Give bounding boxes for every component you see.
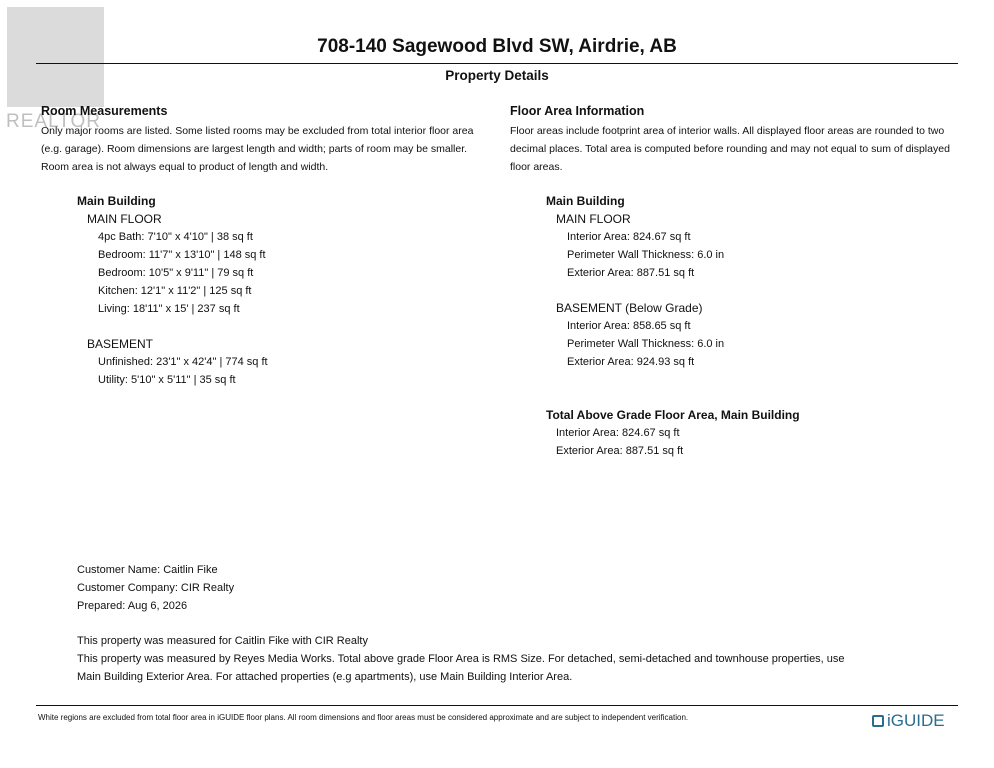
description-line: (e.g. garage). Room dimensions are largest length and width; parts of room may be smaller.: [41, 143, 468, 155]
floor-area-heading: Floor Area Information: [510, 104, 645, 118]
list-item: Perimeter Wall Thickness: 6.0 in: [567, 249, 725, 261]
list-item: Exterior Area: 887.51 sq ft: [567, 267, 695, 279]
basement-area-list: [567, 317, 724, 371]
description-line: Room area is not always equal to product of length and width.: [41, 161, 329, 173]
iguide-logo: [872, 711, 945, 731]
list-item: Interior Area: 824.67 sq ft: [556, 427, 680, 439]
iguide-mark-icon: [872, 715, 884, 727]
description-line: floor areas.: [510, 161, 563, 173]
main-floor-room-list: [98, 228, 266, 318]
list-item: 4pc Bath: 7'10" x 4'10" | 38 sq ft: [98, 231, 253, 243]
room-measurements-heading: Room Measurements: [41, 104, 168, 118]
basement-room-list: [98, 353, 268, 389]
main-floor-area-list: [567, 228, 724, 282]
customer-company: Customer Company: CIR Realty: [77, 582, 235, 594]
list-item: Interior Area: 824.67 sq ft: [567, 231, 691, 243]
note-line: Main Building Exterior Area. For attached properties (e.g apartments), use Main Building Interior Area.: [77, 671, 573, 683]
property-address-title: 708-140 Sagewood Blvd SW, Airdrie, AB: [317, 36, 677, 57]
list-item: Utility: 5'10" x 5'11" | 35 sq ft: [98, 374, 236, 386]
list-item: Perimeter Wall Thickness: 6.0 in: [567, 338, 725, 350]
list-item: Bedroom: 11'7" x 13'10" | 148 sq ft: [98, 249, 266, 261]
floor-main-floor-label: MAIN FLOOR: [556, 212, 631, 226]
room-basement-label: BASEMENT: [87, 337, 154, 351]
description-line: decimal places. Total area is computed before rounding and may not equal to sum of displayed: [510, 143, 950, 155]
measurement-notes: [77, 632, 845, 686]
prepared-date: Prepared: Aug 6, 2026: [77, 600, 188, 612]
list-item: Interior Area: 858.65 sq ft: [567, 320, 691, 332]
note-line: This property was measured for Caitlin Fike with CIR Realty: [77, 635, 368, 647]
description-line: Only major rooms are listed. Some listed rooms may be excluded from total interior floor area: [41, 125, 474, 137]
note-line: This property was measured by Reyes Media Works. Total above grade Floor Area is RMS Size. For detached, semi-detached and townhouse properties, use: [77, 653, 845, 665]
list-item: Living: 18'11" x 15' | 237 sq ft: [98, 303, 240, 315]
room-main-floor-label: MAIN FLOOR: [87, 212, 162, 226]
header-divider: [36, 63, 958, 64]
list-item: Kitchen: 12'1" x 11'2" | 125 sq ft: [98, 285, 252, 297]
list-item: Unfinished: 23'1" x 42'4" | 774 sq ft: [98, 356, 268, 368]
customer-info: [77, 561, 234, 615]
floor-basement-label: BASEMENT (Below Grade): [556, 301, 703, 315]
list-item: Exterior Area: 887.51 sq ft: [556, 445, 684, 457]
floor-area-description: [510, 122, 950, 176]
customer-name: Customer Name: Caitlin Fike: [77, 564, 218, 576]
floor-building-label: Main Building: [546, 194, 625, 208]
room-building-label: Main Building: [77, 194, 156, 208]
iguide-logo-text: iGUIDE: [887, 711, 945, 730]
total-area-list: [556, 424, 683, 460]
footer-disclaimer: White regions are excluded from total floor area in iGUIDE floor plans. All room dimensions and floor areas must be considered approximate and are subject to independent verification.: [38, 713, 689, 722]
list-item: Exterior Area: 924.93 sq ft: [567, 356, 695, 368]
description-line: Floor areas include footprint area of interior walls. All displayed floor areas are rounded to two: [510, 125, 945, 137]
footer-divider: [36, 705, 958, 706]
room-measurements-description: [41, 122, 473, 176]
section-title: Property Details: [445, 68, 549, 83]
total-above-grade-label: Total Above Grade Floor Area, Main Building: [546, 408, 800, 422]
realtor-watermark-text: REALTOR: [6, 111, 101, 132]
list-item: Bedroom: 10'5" x 9'11" | 79 sq ft: [98, 267, 254, 279]
